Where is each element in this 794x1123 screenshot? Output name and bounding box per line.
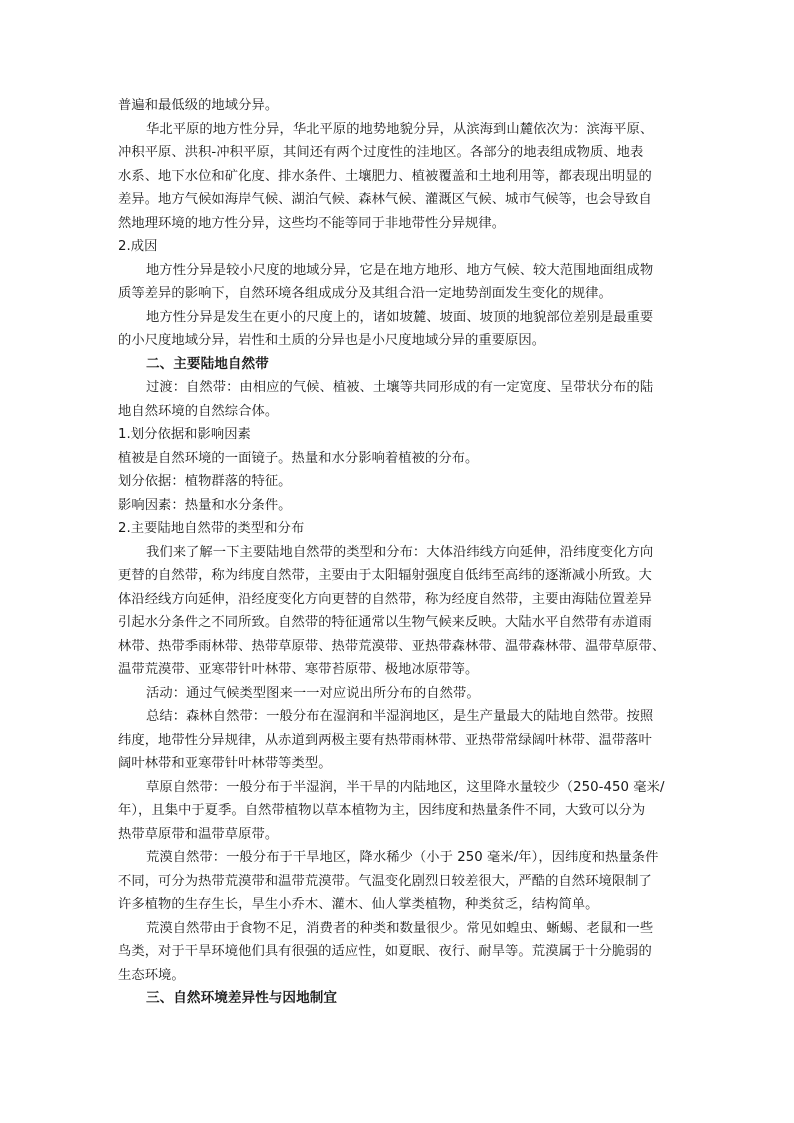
text-line: 热带草原带和温带草原带。 bbox=[118, 826, 279, 842]
section-heading: 三、自然环境差异性与因地制宜 bbox=[146, 990, 338, 1006]
text-line: 影响因素：热量和水分条件。 bbox=[118, 497, 292, 513]
text-line: 地自然环境的自然综合体。 bbox=[118, 403, 279, 419]
text-line: 阔叶林带和亚寒带针叶林带等类型。 bbox=[118, 756, 332, 771]
text-line: 不同，可分为热带荒漠带和温带荒漠带。气温变化剧烈日较差很大，严酷的自然环境限制了 bbox=[118, 873, 652, 889]
section-heading: 二、主要陆地自然带 bbox=[146, 355, 269, 372]
text-line: 地方性分异是较小尺度的地域分异，它是在地方地形、地方气候、较大范围地面组成物 bbox=[146, 262, 654, 278]
text-line: 年），且集中于夏季。自然带植物以草本植物为主，因纬度和热量条件不同，大致可以分为 bbox=[118, 803, 646, 818]
text-line: 更替的自然带，称为纬度自然带，主要由于太阳辐射强度自低纬至高纬的逐渐减小所致。大 bbox=[118, 568, 652, 583]
text-line: 1.划分依据和影响因素 bbox=[118, 427, 251, 442]
text-line: 质等差异的影响下，自然环境各组成成分及其组合沿一定地势剖面发生变化的规律。 bbox=[118, 286, 612, 301]
text-line: 体沿经线方向延伸，沿经度变化方向更替的自然带，称为经度自然带，主要由海陆位置差异 bbox=[118, 591, 652, 607]
text-line: 华北平原的地方性分异，华北平原的地势地貌分异，从滨海到山麓依次为：滨海平原、 bbox=[146, 121, 654, 137]
text-line: 林带、热带季雨林带、热带草原带、热带荒漠带、亚热带森林带、温带森林带、温带草原带、 bbox=[118, 638, 666, 654]
text-line: 总结：森林自然带：一般分布在湿润和半湿润地区，是生产量最大的陆地自然带。按照 bbox=[146, 709, 654, 724]
text-line: 冲积平原、洪积-冲积平原，其间还有两个过度性的洼地区。各部分的地表组成物质、地表 bbox=[118, 145, 644, 160]
text-line: 的小尺度地域分异，岩性和土质的分异也是小尺度地域分异的重要原因。 bbox=[118, 333, 546, 348]
text-line: 划分依据：植物群落的特征。 bbox=[118, 474, 292, 489]
text-line: 草原自然带：一般分布于半湿润，半干旱的内陆地区，这里降水量较少（250-450 毫米/ bbox=[146, 779, 665, 795]
text-line: 荒漠自然带：一般分布于干旱地区，降水稀少（小于 250 毫米/年），因纬度和热量条件 bbox=[146, 850, 659, 865]
text-line: 荒漠自然带由于食物不足，消费者的种类和数量很少。常见如蝗虫、蜥蜴、老鼠和一些 bbox=[146, 920, 654, 936]
text-line: 活动：通过气候类型图来一一对应说出所分布的自然带。 bbox=[146, 685, 480, 701]
text-line: 水系、地下水位和矿化度、排水条件、土壤肥力、植被覆盖和土地利用等，都表现出明显的 bbox=[118, 168, 652, 184]
text-line: 植被是自然环境的一面镜子。热量和水分影响着植被的分布。 bbox=[118, 450, 479, 466]
text-line: 鸟类，对于干旱环境他们具有很强的适应性，如夏眠、夜行、耐旱等。荒漠属于十分脆弱的 bbox=[118, 944, 652, 959]
text-line: 差异。地方气候如海岸气候、湖泊气候、森林气候、灌溉区气候、城市气候等，也会导致自 bbox=[118, 192, 652, 207]
text-line: 过渡：自然带：由相应的气候、植被、土壤等共同形成的有一定宽度、呈带状分布的陆 bbox=[146, 380, 654, 395]
text-line: 引起水分条件之不同所致。自然带的特征通常以生物气候来反映。大陆水平自然带有赤道雨 bbox=[118, 615, 652, 630]
text-line: 纬度，地带性分异规律，从赤道到两极主要有热带雨林带、亚热带常绿阔叶林带、温带落叶 bbox=[118, 732, 652, 748]
text-line: 许多植物的生存生长，旱生小乔木、灌木、仙人掌类植物，种类贫乏，结构简单。 bbox=[118, 897, 599, 912]
text-line: 温带荒漠带、亚寒带针叶林带、寒带苔原带、极地冰原带等。 bbox=[118, 662, 479, 677]
text-line: 2.主要陆地自然带的类型和分布 bbox=[118, 521, 305, 536]
text-line: 2.成因 bbox=[118, 239, 158, 254]
text-line: 普遍和最低级的地域分异。 bbox=[118, 98, 279, 113]
text-line: 我们来了解一下主要陆地自然带的类型和分布：大体沿纬线方向延伸，沿纬度变化方向 bbox=[146, 544, 654, 560]
text-line: 然地理环境的地方性分异，这些均不能等同于非地带性分异规律。 bbox=[118, 215, 506, 231]
text-line: 生态环境。 bbox=[118, 967, 185, 983]
text-line: 地方性分异是发生在更小的尺度上的，诸如坡麓、坡面、坡顶的地貌部位差别是最重要 bbox=[146, 309, 654, 325]
